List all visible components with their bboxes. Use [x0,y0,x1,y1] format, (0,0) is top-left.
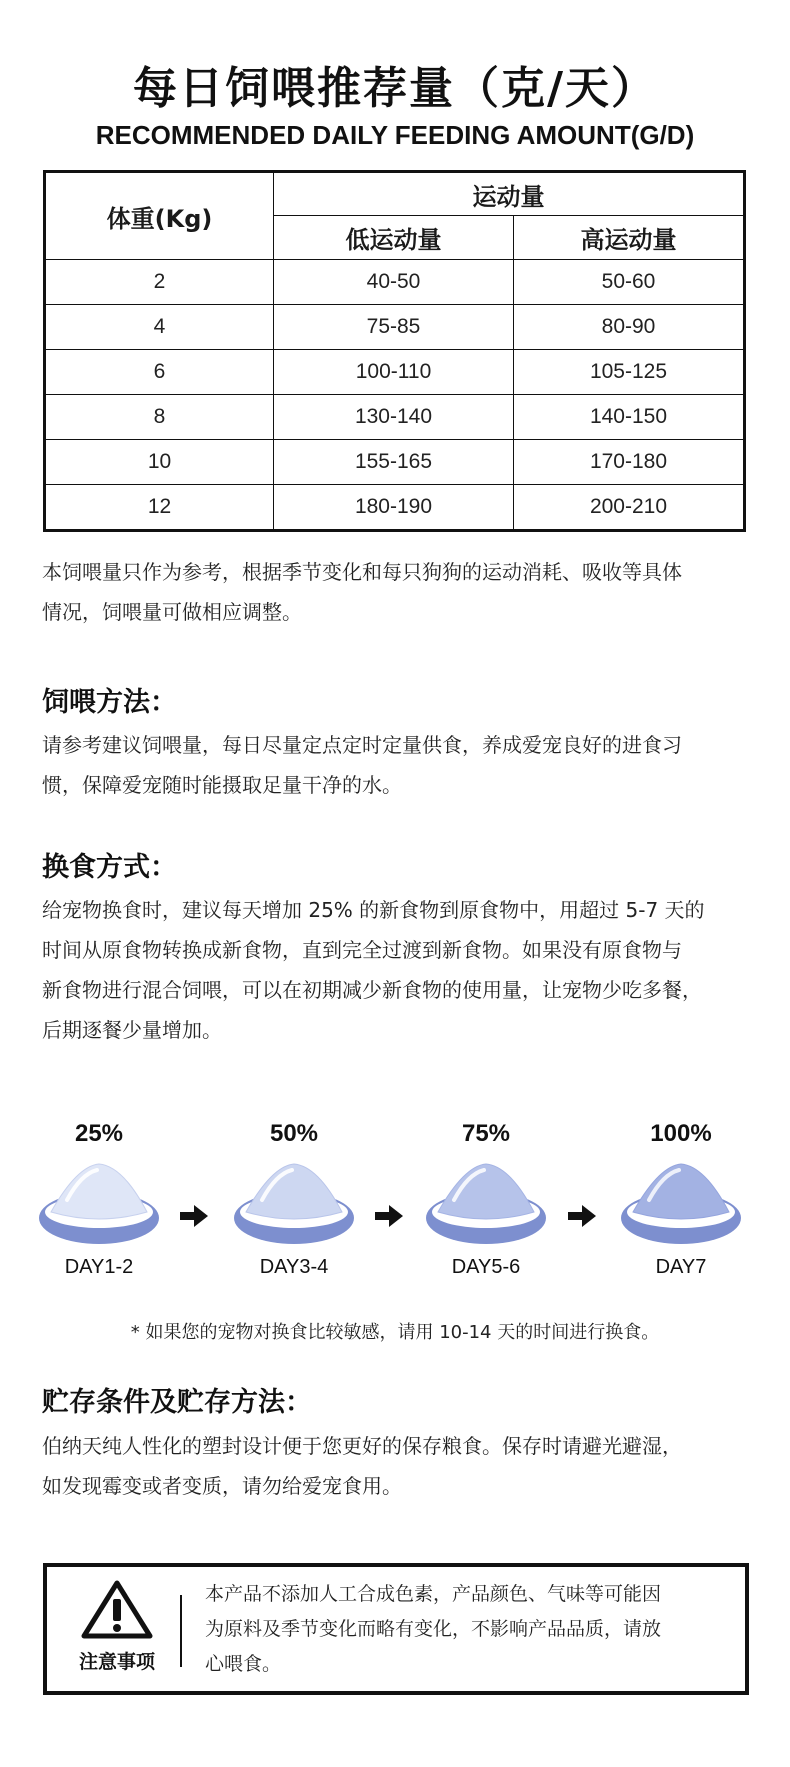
transition-step-3 [421,1120,551,1279]
storage-line: 伯纳天纯人性化的塑封设计便于您更好的保存粮食。保存时请避光避湿， [42,1434,682,1458]
header-low-activity: 低运动量 [274,216,514,260]
table-row [45,260,745,305]
feeding-method-line: 请参考建议饲喂量，每日尽量定点定时定量供食，养成爱宠良好的进食习 [42,733,682,757]
page-title-cn: 每日饲喂推荐量（克/天） [132,63,658,114]
food-bowl-icon [619,1160,743,1246]
notice-divider [180,1595,182,1667]
arrow-right-icon [568,1205,596,1227]
step-day: DAY1-2 [64,1256,134,1278]
table-row [45,440,745,485]
cell-high: 200-210 [514,485,745,531]
step-day: DAY7 [655,1256,707,1278]
cell-low: 75-85 [274,305,514,350]
transition-step-4 [616,1120,746,1279]
table-row [45,485,745,531]
storage-heading: 贮存条件及贮存方法： [42,1387,312,1418]
cell-weight: 12 [45,485,274,531]
feeding-method-line: 惯，保障爱宠随时能摄取足量干净的水。 [42,773,402,797]
notice-warning [67,1579,167,1674]
feeding-table [43,170,746,532]
table-row [45,395,745,440]
notice-box [43,1563,749,1695]
notice-label: 注意事项 [78,1651,155,1673]
cell-weight: 8 [45,395,274,440]
step-percent: 100% [650,1120,712,1147]
cell-low: 40-50 [274,260,514,305]
cell-weight: 10 [45,440,274,485]
page-title-en: RECOMMENDED DAILY FEEDING AMOUNT(G/D) [95,120,695,150]
disclaimer-line: 本饲喂量只作为参考，根据季节变化和每只狗狗的运动消耗、吸收等具体 [42,560,682,584]
food-change-line: 给宠物换食时，建议每天增加 25% 的新食物到原食物中，用超过 5-7 天的 [42,898,705,922]
cell-high: 170-180 [514,440,745,485]
notice-text [205,1577,735,1682]
food-change-line: 后期逐餐少量增加。 [42,1018,222,1042]
food-bowl-icon [232,1160,356,1246]
food-bowl-icon [424,1160,548,1246]
transition-step-1 [34,1120,164,1279]
step-percent: 25% [74,1120,124,1147]
storage-text [42,1426,752,1506]
step-day: DAY5-6 [451,1256,521,1278]
cell-high: 80-90 [514,305,745,350]
disclaimer-line: 情况，饲喂量可做相应调整。 [42,600,302,624]
cell-low: 155-165 [274,440,514,485]
transition-note: * 如果您的宠物对换食比较敏感，请用 10-14 天的时间进行换食。 [130,1322,660,1343]
transition-step-2 [229,1120,359,1279]
cell-high: 50-60 [514,260,745,305]
notice-line: 本产品不添加人工合成色素，产品颜色、气味等可能因 [205,1583,662,1605]
header-weight: 体重(Kg) [45,172,274,260]
food-bowl-icon [37,1160,161,1246]
notice-line: 心喂食。 [205,1653,282,1675]
cell-weight: 2 [45,260,274,305]
cell-weight: 6 [45,350,274,395]
arrow-right-icon [180,1205,208,1227]
cell-high: 105-125 [514,350,745,395]
notice-line: 为原料及季节变化而略有变化，不影响产品品质，请放 [205,1618,662,1640]
feeding-method-text [42,725,752,805]
arrow-right-icon [375,1205,403,1227]
table-row [45,350,745,395]
food-change-text [42,890,752,1050]
food-change-line: 时间从原食物转换成新食物，直到完全过渡到新食物。如果没有原食物与 [42,938,682,962]
cell-weight: 4 [45,305,274,350]
header-high-activity: 高运动量 [514,216,745,260]
cell-low: 100-110 [274,350,514,395]
cell-high: 140-150 [514,395,745,440]
header-activity: 运动量 [274,172,745,216]
cell-low: 180-190 [274,485,514,531]
disclaimer-text [42,552,752,632]
food-change-line: 新食物进行混合饲喂，可以在初期减少新食物的使用量，让宠物少吃多餐， [42,978,702,1002]
step-percent: 50% [269,1120,319,1147]
warning-triangle-icon [81,1579,153,1639]
cell-low: 130-140 [274,395,514,440]
step-percent: 75% [461,1120,511,1147]
storage-line: 如发现霉变或者变质，请勿给爱宠食用。 [42,1474,402,1498]
table-row [45,305,745,350]
food-change-heading: 换食方式： [42,852,177,883]
feeding-method-heading: 饲喂方法： [42,687,177,718]
step-day: DAY3-4 [259,1256,329,1278]
